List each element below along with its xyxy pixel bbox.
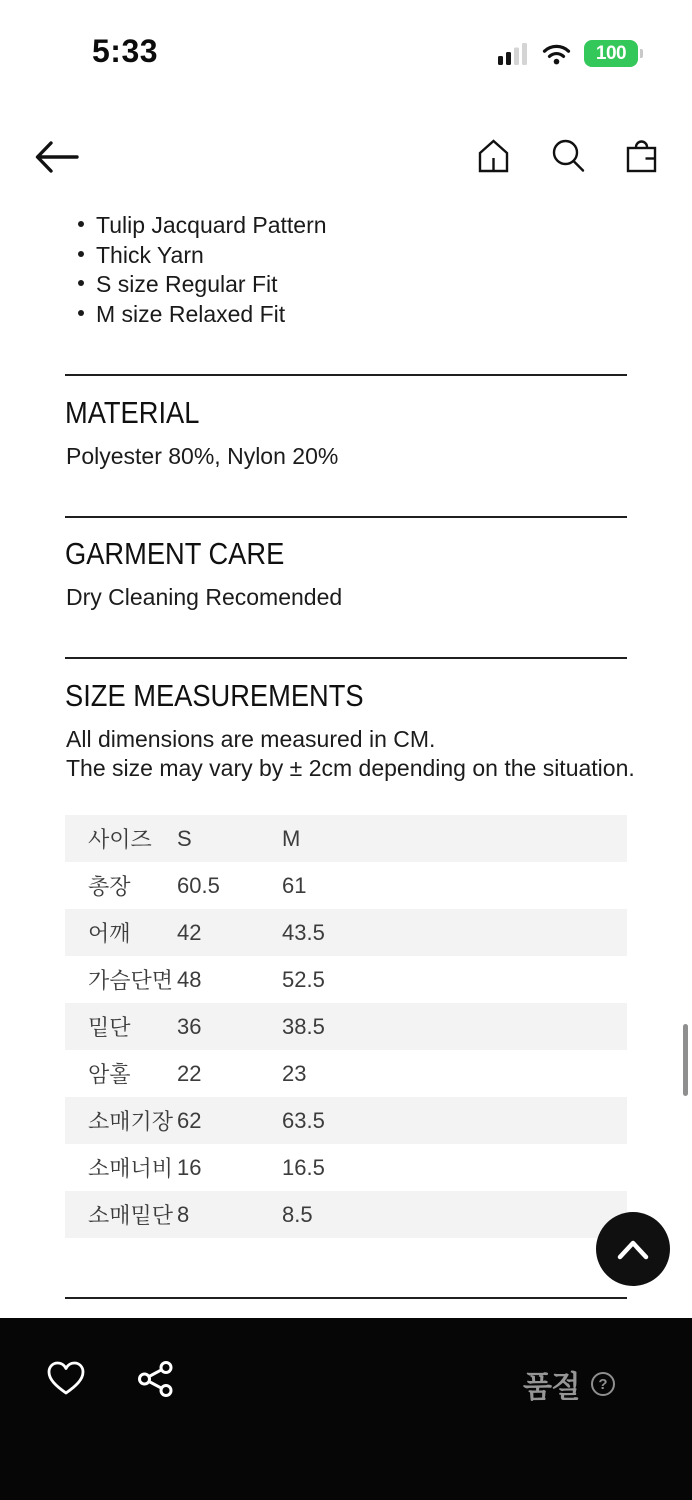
feature-item bbox=[78, 242, 327, 272]
divider bbox=[65, 657, 627, 659]
question-mark-icon: ? bbox=[598, 1375, 608, 1393]
divider bbox=[65, 374, 627, 376]
table-cell: 가슴단면 bbox=[88, 968, 174, 993]
divider bbox=[65, 1297, 627, 1299]
size-note-2: The size may vary by ± 2cm depending on the situation. bbox=[66, 755, 635, 781]
table-cell: 소매밑단 bbox=[88, 1203, 174, 1228]
search-button[interactable] bbox=[550, 138, 585, 174]
divider bbox=[65, 516, 627, 518]
table-cell: 48 bbox=[177, 966, 202, 992]
soldout-label: 품절 bbox=[523, 1371, 580, 1404]
like-button[interactable] bbox=[46, 1360, 86, 1398]
material-section-title: MATERIAL bbox=[65, 395, 200, 430]
feature-item bbox=[78, 212, 327, 242]
table-cell: 52.5 bbox=[282, 966, 325, 992]
bullet-dot-icon bbox=[78, 280, 84, 286]
size-table-header-cell: S bbox=[177, 825, 192, 851]
table-cell: 43.5 bbox=[282, 919, 325, 945]
shopping-bag-icon bbox=[624, 138, 659, 174]
table-row bbox=[65, 1097, 627, 1144]
bullet-dot-icon bbox=[78, 251, 84, 257]
bottom-action-bar bbox=[0, 1318, 692, 1500]
material-section-body: Polyester 80%, Nylon 20% bbox=[66, 443, 339, 469]
share-button[interactable] bbox=[137, 1360, 175, 1398]
purchase-status bbox=[523, 1362, 615, 1406]
table-row bbox=[65, 1191, 627, 1238]
table-row bbox=[65, 1003, 627, 1050]
status-time: 5:33 bbox=[92, 33, 159, 69]
table-cell: 23 bbox=[282, 1060, 307, 1086]
table-cell: 62 bbox=[177, 1107, 202, 1133]
table-row bbox=[65, 1144, 627, 1191]
cellular-signal-icon bbox=[498, 42, 529, 65]
table-row bbox=[65, 862, 627, 909]
table-cell: 8 bbox=[177, 1201, 190, 1227]
table-cell: 38.5 bbox=[282, 1013, 325, 1039]
table-cell: 36 bbox=[177, 1013, 202, 1039]
bullet-dot-icon bbox=[78, 310, 84, 316]
bullet-dot-icon bbox=[78, 221, 84, 227]
table-cell: 60.5 bbox=[177, 872, 220, 898]
table-row bbox=[65, 1050, 627, 1097]
scroll-to-top-button[interactable] bbox=[596, 1212, 670, 1286]
size-table-header-row bbox=[65, 815, 627, 862]
scrollbar-thumb[interactable] bbox=[683, 1024, 688, 1096]
table-cell: 암홀 bbox=[88, 1062, 131, 1087]
table-cell: 16.5 bbox=[282, 1154, 325, 1180]
size-table-header-cell: M bbox=[282, 825, 301, 851]
wifi-icon bbox=[542, 43, 571, 65]
size-section-title: SIZE MEASUREMENTS bbox=[65, 678, 364, 713]
help-button[interactable] bbox=[591, 1372, 615, 1396]
nav-actions bbox=[476, 138, 659, 174]
table-cell: 소매너비 bbox=[88, 1156, 174, 1181]
table-row bbox=[65, 956, 627, 1003]
table-cell: 어깨 bbox=[88, 921, 131, 946]
search-icon bbox=[550, 138, 586, 174]
table-cell: 8.5 bbox=[282, 1201, 313, 1227]
table-row bbox=[65, 909, 627, 956]
feature-text: M size Relaxed Fit bbox=[96, 300, 286, 327]
garment-care-section-body: Dry Cleaning Recomended bbox=[66, 584, 343, 610]
home-icon bbox=[476, 138, 511, 174]
back-button[interactable] bbox=[33, 138, 79, 176]
feature-text: Tulip Jacquard Pattern bbox=[96, 212, 327, 238]
size-table bbox=[65, 815, 627, 1238]
table-cell: 42 bbox=[177, 919, 202, 945]
battery-indicator bbox=[584, 40, 638, 67]
table-cell: 22 bbox=[177, 1060, 202, 1086]
bag-button[interactable] bbox=[624, 138, 659, 174]
heart-icon bbox=[46, 1360, 86, 1398]
feature-text: Thick Yarn bbox=[96, 241, 204, 268]
battery-level: 100 bbox=[595, 42, 627, 64]
size-note-1: All dimensions are measured in CM. bbox=[66, 726, 436, 752]
feature-text: S size Regular Fit bbox=[96, 271, 278, 297]
size-table-header-cell: 사이즈 bbox=[88, 827, 152, 852]
table-cell: 총장 bbox=[88, 874, 131, 899]
arrow-left-icon bbox=[33, 138, 79, 176]
home-button[interactable] bbox=[476, 138, 511, 174]
table-cell: 밑단 bbox=[88, 1015, 131, 1040]
feature-list bbox=[78, 212, 327, 330]
table-cell: 61 bbox=[282, 872, 307, 898]
share-icon bbox=[137, 1360, 175, 1398]
garment-care-section-title: GARMENT CARE bbox=[65, 536, 285, 571]
table-cell: 소매기장 bbox=[88, 1109, 174, 1134]
status-icons bbox=[498, 40, 638, 67]
table-cell: 63.5 bbox=[282, 1107, 325, 1133]
table-cell: 16 bbox=[177, 1154, 202, 1180]
chevron-up-icon bbox=[612, 1237, 654, 1261]
feature-item bbox=[78, 271, 327, 301]
feature-item bbox=[78, 301, 327, 331]
